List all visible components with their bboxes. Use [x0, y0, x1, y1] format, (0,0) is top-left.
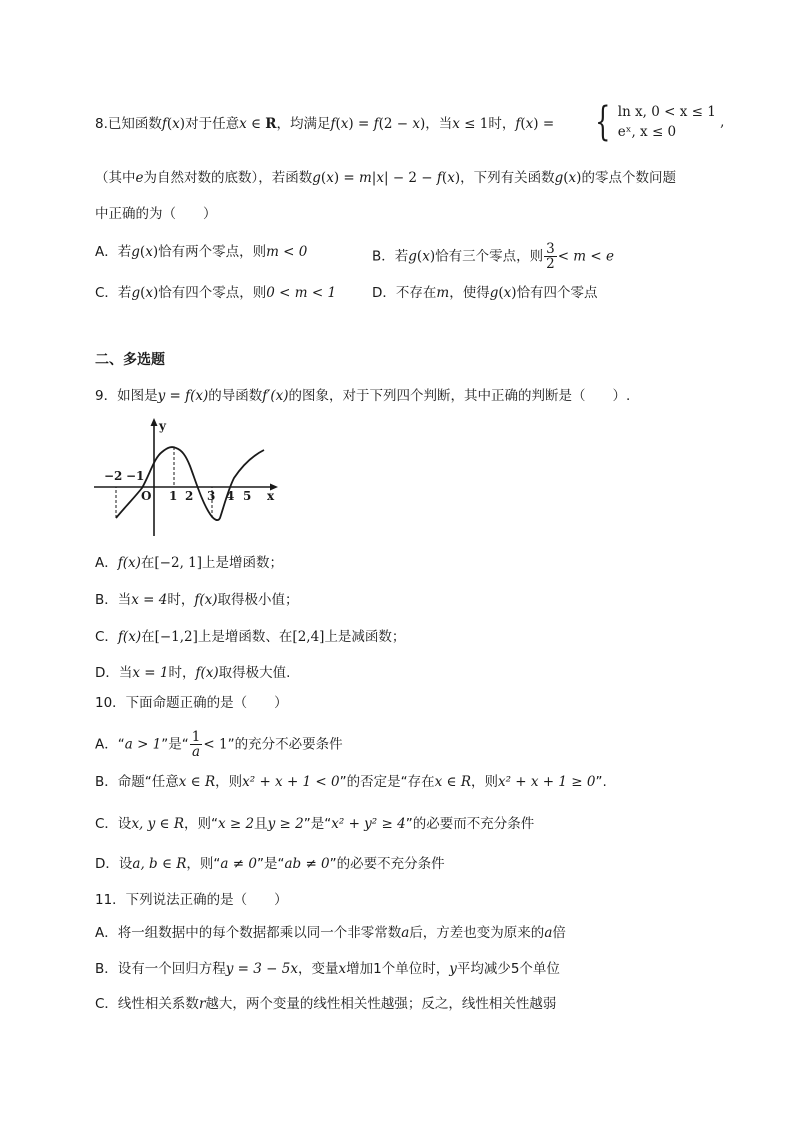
q11-option-c[interactable]: C．线性相关系数r越大，两个变量的线性相关性越强；反之，线性相关性越弱: [95, 996, 557, 1012]
tick-m2: −2: [104, 469, 123, 483]
q8-stem-line1: 8.已知函数f(x)对于任意x ∈ R，均满足f(x) = f(2 − x)，当x ≤ 1时，f(x) =: [95, 116, 555, 132]
q10-option-d[interactable]: D．设a, b ∈ R，则“a ≠ 0”是“ab ≠ 0”的必要不充分条件: [95, 856, 445, 872]
q9-stem: 9．如图是y = f(x)的导函数f′(x)的图象，对于下列四个判断，其中正确的判断是（ ）.: [95, 388, 631, 404]
tick-5: 5: [243, 489, 252, 503]
q8-stem-line3: 中正确的为（ ）: [95, 206, 217, 222]
q8-option-c[interactable]: C．若g(x)恰有四个零点，则0 < m < 1: [95, 285, 337, 301]
q11-option-a[interactable]: A．将一组数据中的每个数据都乘以同一个非零常数a后，方差也变为原来的a倍: [95, 925, 566, 941]
q9-option-b[interactable]: B．当x = 4时，f(x)取得极小值；: [95, 592, 299, 608]
q9-option-a[interactable]: A．f(x)在[−2, 1]上是增函数；: [95, 555, 284, 571]
derivative-curve: [116, 447, 264, 520]
left-brace: {: [595, 99, 611, 145]
tick-4: 4: [226, 489, 235, 503]
piece-1: ln x, 0 < x ≤ 1: [617, 104, 716, 120]
origin-label: O: [141, 489, 152, 503]
q9-option-c[interactable]: C．f(x)在[−1,2]上是增函数、在[2,4]上是减函数；: [95, 629, 406, 645]
y-label: y: [159, 419, 166, 433]
tick-3: 3: [207, 489, 216, 503]
y-axis-arrow: [151, 418, 158, 426]
q8-option-d[interactable]: D．不存在m，使得g(x)恰有四个零点: [372, 285, 598, 301]
q8-piecewise: { ln x, 0 < x ≤ 1 eˣ, x ≤ 0 ,: [595, 99, 725, 145]
q10-option-a[interactable]: A．“a > 1”是“ $\frac{1}{a}$ < 1”的充分不必要条件: [95, 729, 343, 760]
tick-m1: −1: [126, 469, 145, 483]
q10-option-c[interactable]: C．设x, y ∈ R，则“x ≥ 2且y ≥ 2”是“x² + y² ≥ 4”的必要而不充分条件: [95, 816, 535, 832]
tick-1: 1: [169, 489, 178, 503]
tick-2: 2: [185, 489, 194, 503]
q9-option-d[interactable]: D．当x = 1时，f(x)取得极大值.: [95, 665, 291, 681]
derivative-graph: [92, 414, 282, 540]
q8-option-b[interactable]: B．若g(x)恰有三个零点，则 $\frac{3}{2}$ < m < e: [372, 241, 614, 272]
q11-stem: 11．下列说法正确的是（ ）: [95, 892, 288, 908]
section-title: 二、多选题: [95, 352, 165, 368]
q8-stem-line2: （其中e为自然对数的底数），若函数g(x) = m|x| − 2 − f(x)，下列有关函数g(x)的零点个数问题: [95, 170, 676, 186]
x-label: x: [267, 489, 275, 503]
piece-2: eˣ, x ≤ 0: [617, 124, 677, 140]
q10-stem: 10．下面命题正确的是（ ）: [95, 695, 288, 711]
q8-option-a[interactable]: A．若g(x)恰有两个零点，则m < 0: [95, 244, 308, 260]
q10-option-b[interactable]: B．命题“任意x ∈ R，则x² + x + 1 < 0”的否定是“存在x ∈ R，则x² + x + 1 ≥ 0”.: [95, 774, 607, 790]
q11-option-b[interactable]: B．设有一个回归方程y = 3 − 5x，变量x增加1个单位时，y平均减少5个单位: [95, 961, 560, 977]
